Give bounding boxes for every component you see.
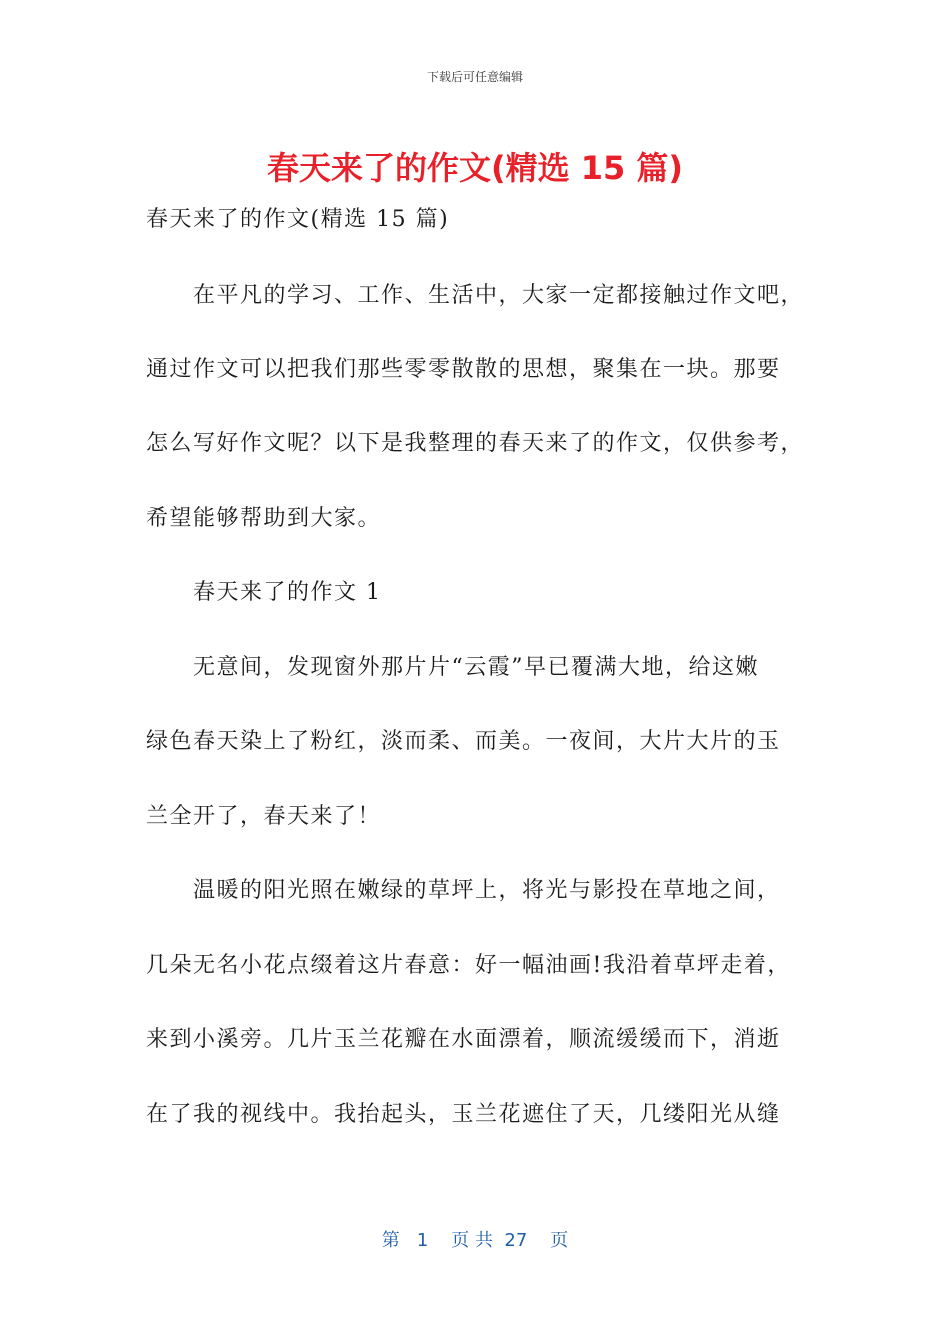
document-title: 春天来了的作文(精选 15 篇) — [266, 149, 684, 187]
header-note: 下载后可任意编辑 — [426, 70, 523, 84]
paragraph-line: 希望能够帮助到大家。 — [146, 506, 382, 531]
subtitle-line: 春天来了的作文(精选 15 篇) — [146, 207, 450, 232]
paragraph-line: 在平凡的学习、工作、生活中，大家一定都接触过作文吧， — [193, 283, 805, 308]
paragraph-line: 温暖的阳光照在嫩绿的草坪上，将光与影投在草地之间， — [193, 878, 781, 903]
paragraph-line: 来到小溪旁。几片玉兰花瓣在水面漂着，顺流缓缓而下，消逝 — [146, 1027, 781, 1052]
paragraph-line: 绿色春天染上了粉红，淡而柔、而美。一夜间，大片大片的玉 — [146, 729, 781, 754]
paragraph-line: 在了我的视线中。我抬起头，玉兰花遮住了天，几缕阳光从缝 — [146, 1102, 781, 1127]
paragraph-line: 通过作文可以把我们那些零零散散的思想，聚集在一块。那要 — [146, 357, 781, 382]
page-number-footer: 第 1 页 共 27 页 — [381, 1230, 569, 1251]
paragraph-line: 几朵无名小花点缀着这片春意：好一幅油画!我沿着草坪走着， — [146, 953, 791, 978]
section-heading: 春天来了的作文 1 — [193, 580, 382, 605]
paragraph-line: 怎么写好作文呢？以下是我整理的春天来了的作文，仅供参考， — [146, 431, 805, 456]
paragraph-line: 无意间，发现窗外那片片“云霞”早已覆满大地，给这嫩 — [193, 655, 759, 680]
paragraph-line: 兰全开了，春天来了！ — [146, 804, 382, 829]
